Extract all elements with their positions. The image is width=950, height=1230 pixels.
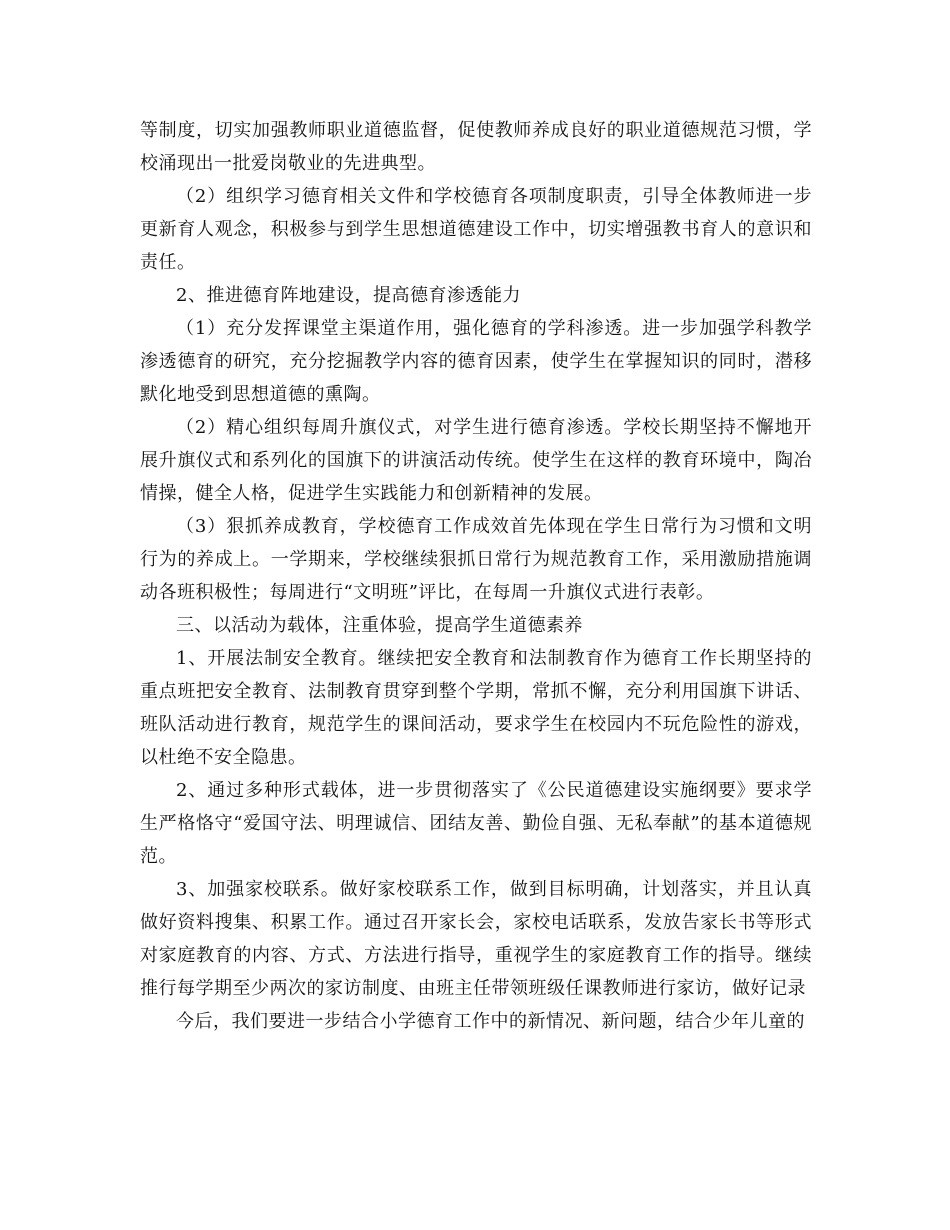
paragraph-6: 1、开展法制安全教育。继续把安全教育和法制教育作为德育工作长期坚持的重点班把安全教育、法制教育贯穿到整个学期，常抓不懈，充分利用国旗下讲话、班队活动进行教育，规范学生的课间活动，要求学生在校园内不玩危险性的游戏，以杜绝不安全隐患。 xyxy=(140,648,812,768)
paragraph-8: 3、加强家校联系。做好家校联系工作，做到目标明确，计划落实，并且认真做好资料搜集、积累工作。通过召开家长会，家校电话联系，发放告家长书等形式对家庭教育的内容、方式、方法进行指导，重视学生的家庭教育工作的指导。继续推行每学期至少两次的家访制度、由班主任带领班级任课教师进行家访，做好记录 xyxy=(140,879,812,999)
paragraph-3: （1）充分发挥课堂主渠道作用，强化德育的学科渗透。进一步加强学科教学渗透德育的研究，充分挖掘教学内容的德育因素，使学生在掌握知识的同时，潜移默化地受到思想道德的熏陶。 xyxy=(140,318,812,405)
paragraph-5: （3）狠抓养成教育，学校德育工作成效首先体现在学生日常行为习惯和文明行为的养成上。一学期来，学校继续狠抓日常行为规范教育工作，采用激励措施调动各班积极性；每周进行“文明班”评比，在每周一升旗仪式进行表彰。 xyxy=(140,516,812,603)
paragraph-1: 等制度，切实加强教师职业道德监督，促使教师养成良好的职业道德规范习惯，学校涌现出一批爱岗敬业的先进典型。 xyxy=(140,120,812,174)
paragraph-2: （2）组织学习德育相关文件和学校德育各项制度职责，引导全体教师进一步更新育人观念，积极参与到学生思想道德建设工作中，切实增强教书育人的意识和责任。 xyxy=(140,186,812,273)
section-heading-2: 2、推进德育阵地建设，提高德育渗透能力 xyxy=(176,285,521,306)
paragraph-9: 今后，我们要进一步结合小学德育工作中的新情况、新问题，结合少年儿童的 xyxy=(176,1011,805,1032)
paragraph-7: 2、通过多种形式载体，进一步贯彻落实了《公民道德建设实施纲要》要求学生严格恪守“爱国守法、明理诚信、团结友善、勤俭自强、无私奉献”的基本道德规范。 xyxy=(140,780,812,867)
document-body xyxy=(140,114,812,1038)
section-heading-3: 三、以活动为载体，注重体验，提高学生道德素养 xyxy=(176,615,583,636)
paragraph-4: （2）精心组织每周升旗仪式，对学生进行德育渗透。学校长期坚持不懈地开展升旗仪式和系列化的国旗下的讲演活动传统。使学生在这样的教育环境中，陶冶情操，健全人格，促进学生实践能力和创新精神的发展。 xyxy=(140,417,812,504)
